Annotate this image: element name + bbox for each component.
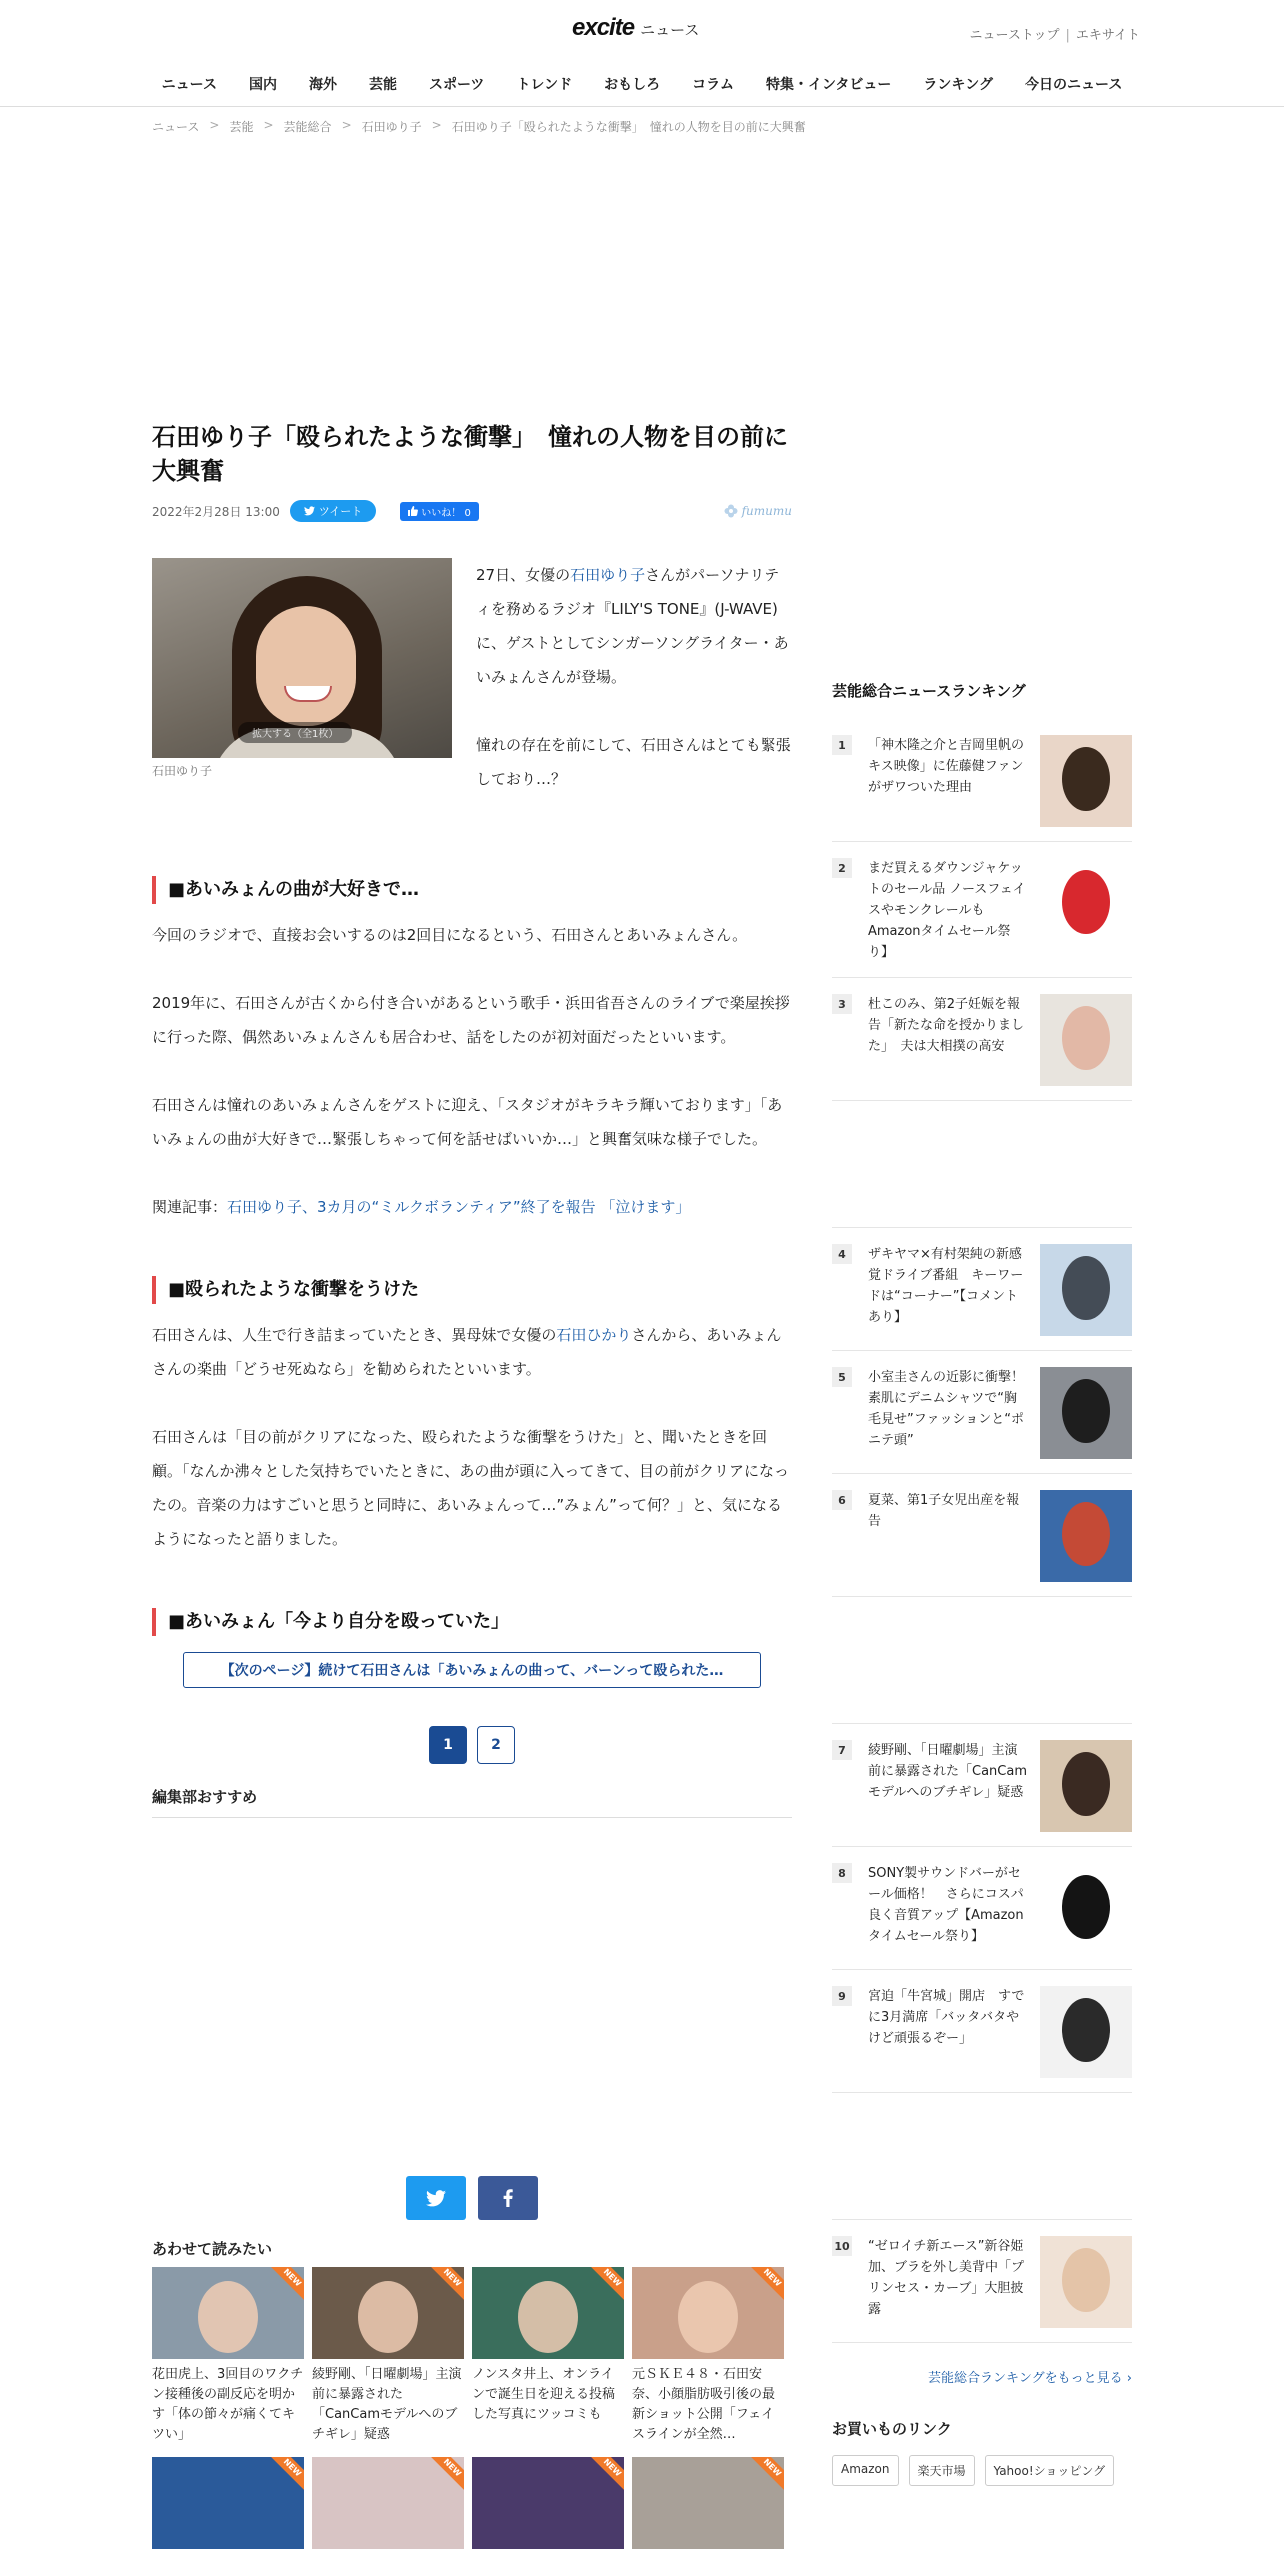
article-date: 2022年2月28日 13:00 xyxy=(152,504,280,519)
rank-title: 夏菜、第1子女児出産を報告 xyxy=(868,1493,1020,1529)
rank-number: 4 xyxy=(832,1244,852,1264)
twitter-icon xyxy=(426,2190,446,2207)
related-thumbnail xyxy=(472,2457,624,2549)
related-card[interactable] xyxy=(632,2457,784,2549)
rank-title: 杜このみ、第2子妊娠を報告「新たな命を授かりました」 夫は大相撲の高安 xyxy=(868,997,1025,1054)
breadcrumb-separator: > xyxy=(341,118,352,132)
rank-title: 「神木隆之介と吉岡里帆のキス映像」に佐藤健ファンがザワついた理由 xyxy=(868,738,1025,795)
nav-item-domestic[interactable]: 国内 xyxy=(248,77,277,93)
related-thumbnail xyxy=(472,2267,624,2359)
breadcrumb-entertainment[interactable]: 芸能 xyxy=(229,120,254,134)
logo-sub: ニュース xyxy=(640,21,700,39)
next-page-link[interactable]: 【次のページ】続けて石田さんは「あいみょんの曲って、バーンって殴られた… xyxy=(183,1652,761,1688)
related-card[interactable] xyxy=(152,2267,304,2445)
nav-item-interview[interactable]: 特集・インタビュー xyxy=(765,77,892,93)
site-header xyxy=(0,0,1284,62)
rank-number: 8 xyxy=(832,1863,852,1883)
rank-title: SONY製サウンドバーがセール価格！ さらにコスパ良く音質アップ【Amazonタイムセール祭り】 xyxy=(868,1866,1024,1944)
like-label: いいね！ 0 xyxy=(421,507,471,519)
lead-paragraph xyxy=(476,558,792,694)
section-heading-3: ■あいみょん「今より自分を殴っていた」 xyxy=(152,1608,792,1636)
lead-text xyxy=(476,558,792,796)
rank-thumbnail xyxy=(1040,735,1132,827)
rank-thumbnail xyxy=(1040,1986,1132,2078)
lead-text-post: さんがパーソナリティを務めるラジオ『LILY'S TONE』(J-WAVE)に、ゲストとしてシンガーソングライター・あいみょんさんが登場。 xyxy=(476,566,789,686)
related-thumbnail xyxy=(312,2457,464,2549)
related-heading: あわせて読みたい xyxy=(152,2240,273,2258)
rank-thumbnail xyxy=(1040,1367,1132,1459)
rank-thumbnail xyxy=(1040,1740,1132,1832)
flower-icon xyxy=(724,504,738,518)
person-link-yuriko[interactable]: 石田ゆり子 xyxy=(570,566,646,584)
breadcrumb-separator: > xyxy=(431,118,442,132)
related-thumbnail xyxy=(312,2267,464,2359)
ranking-heading: 芸能総合ニュースランキング xyxy=(832,682,1026,700)
ad-slot xyxy=(832,2093,1132,2220)
editor-picks-heading: 編集部おすすめ xyxy=(152,1786,792,1818)
nav-item-news[interactable]: ニュース xyxy=(161,77,217,93)
breadcrumb-person[interactable]: 石田ゆり子 xyxy=(361,120,422,134)
shop-link-yahoo[interactable]: Yahoo!ショッピング xyxy=(985,2455,1115,2486)
new-badge: NEW xyxy=(589,2267,624,2301)
link-news-top[interactable]: ニューストップ xyxy=(969,28,1060,43)
related-card-title: 綾野剛、「日曜劇場」主演前に暴露された「CanCamモデルへのブチギレ」疑惑 xyxy=(312,2367,462,2442)
nav-item-ranking[interactable]: ランキング xyxy=(923,77,994,93)
share-facebook-button[interactable] xyxy=(478,2176,538,2220)
new-badge: NEW xyxy=(749,2267,784,2301)
paragraph: 2019年に、石田さんが古くから付き合いがあるという歌手・浜田省吾さんのライブで楽屋挨拶に行った際、偶然あいみょんさんも居合わせ、話をしたのが初対面だったといいます。 xyxy=(152,994,790,1046)
ranking-more-link[interactable] xyxy=(832,2367,1132,2386)
ad-slot xyxy=(832,1101,1132,1228)
ranking-item[interactable] xyxy=(832,842,1132,978)
like-button[interactable] xyxy=(400,502,479,521)
ranking-item[interactable] xyxy=(832,1970,1132,2093)
rank-title: 宮迫「牛宮城」開店 すでに3月満席「バッタバタやけど頑張るぞー」 xyxy=(868,1989,1025,2046)
rank-thumbnail xyxy=(1040,1244,1132,1336)
person-link-hikari[interactable]: 石田ひかり xyxy=(556,1326,632,1344)
breadcrumb-news[interactable]: ニュース xyxy=(152,120,200,134)
shop-links xyxy=(832,2455,1132,2486)
related-card-title: ノンスタ井上、オンラインで誕生日を迎える投稿した写真にツッコミも xyxy=(472,2367,616,2422)
ranking-item[interactable] xyxy=(832,1847,1132,1970)
photo-expand-button[interactable]: 拡大する（全1枚） xyxy=(238,722,352,743)
nav-item-sports[interactable]: スポーツ xyxy=(428,77,485,93)
chevron-right-icon: › xyxy=(1126,2371,1132,2386)
share-buttons xyxy=(152,2176,792,2220)
lead-photo-block xyxy=(152,558,452,796)
page-2-button[interactable]: 2 xyxy=(477,1726,515,1764)
paragraph: 今回のラジオで、直接お会いするのは2回目になるという、石田さんとあいみょんさん。 xyxy=(152,926,748,944)
breadcrumb-separator: > xyxy=(209,118,220,132)
rank-thumbnail xyxy=(1040,994,1132,1086)
related-card-title: 元ＳＫＥ４８・石田安奈、小顔脂肪吸引後の最新ショット公開「フェイスラインが全然… xyxy=(632,2367,776,2442)
header-links xyxy=(970,24,1140,43)
shop-heading: お買いものリンク xyxy=(832,2420,952,2438)
sec2-text-pre: 石田さんは、人生で行き詰まっていたとき、異母妹で女優の xyxy=(152,1326,557,1344)
rank-number: 6 xyxy=(832,1490,852,1510)
new-badge: NEW xyxy=(269,2457,304,2491)
ranking-item[interactable] xyxy=(832,1351,1132,1474)
related-thumbnail xyxy=(632,2457,784,2549)
rank-title: まだ買えるダウンジャケットのセール品 ノースフェイスやモンクレールもAmazonタイムセール祭り】 xyxy=(868,861,1026,960)
article-lead xyxy=(152,558,792,796)
rank-title: 小室圭さんの近影に衝撃！素肌にデニムシャツで“胸毛見せ”ファッションと“ポニテ頭” xyxy=(868,1370,1025,1448)
sidebar xyxy=(832,680,1132,2486)
related-prefix: 関連記事： xyxy=(152,1198,228,1216)
ranking-item[interactable] xyxy=(832,1228,1132,1351)
rank-thumbnail xyxy=(1040,1863,1132,1955)
paragraph: 石田さんは「目の前がクリアになった、殴られたような衝撃をうけた」と、聞いたときを回顧。「なんか沸々とした気持ちでいたときに、あの曲が頭に入ってきて、目の前がクリアになったの。音楽の力はすごいと思うと同時に、あいみょんって…”みょん”って何？」と、気になるようになったと語りました。 xyxy=(152,1428,790,1548)
paragraph: 石田さんは憧れのあいみょんさんをゲストに迎え、「スタジオがキラキラ輝いております」「あいみょんの曲が大好きで…緊張しちゃって何を話せばいいか…」と興奮気味な様子でした。 xyxy=(152,1096,783,1148)
ranking-more-label: 芸能総合ランキングをもっと見る xyxy=(928,2371,1123,2386)
related-card[interactable] xyxy=(312,2267,464,2445)
related-article-link[interactable]: 石田ゆり子、3カ月の“ミルクボランティア”終了を報告 「泣けます」 xyxy=(227,1198,691,1216)
article-meta xyxy=(152,500,792,522)
rank-title: “ゼロイチ新エース”新谷姫加、ブラを外し美背中「プリンセス・カーブ」大胆披露 xyxy=(868,2239,1025,2317)
paragraph xyxy=(152,1318,792,1386)
rank-number: 7 xyxy=(832,1740,852,1760)
nav-item-world[interactable]: 海外 xyxy=(308,77,337,93)
lead-paragraph-2: 憧れの存在を前にして、石田さんはとても緊張しており…？ xyxy=(476,736,791,788)
ranking-item[interactable] xyxy=(832,1724,1132,1847)
rank-title: ザキヤマ×有村架純の新感覚ドライブ番組 キーワードは“コーナー”【コメントあり】 xyxy=(868,1247,1024,1325)
nav-item-entertainment[interactable]: 芸能 xyxy=(368,77,397,93)
facebook-icon xyxy=(503,2189,513,2207)
related-thumbnail xyxy=(152,2457,304,2549)
related-card[interactable] xyxy=(632,2267,784,2445)
shop-link-rakuten[interactable]: 楽天市場 xyxy=(909,2455,975,2486)
source-name: fumumu xyxy=(741,504,792,518)
shop-link-amazon[interactable]: Amazon xyxy=(832,2455,899,2486)
related-grid-row-2 xyxy=(152,2457,792,2549)
lead-photo[interactable] xyxy=(152,558,452,758)
nav-item-column[interactable]: コラム xyxy=(692,77,734,93)
link-excite[interactable]: エキサイト xyxy=(1075,28,1140,43)
nav-item-funny[interactable]: おもしろ xyxy=(604,77,661,93)
new-badge: NEW xyxy=(429,2267,464,2301)
photo-caption: 石田ゆり子 xyxy=(152,764,213,778)
rank-number: 2 xyxy=(832,858,852,878)
rank-number: 5 xyxy=(832,1367,852,1387)
new-badge: NEW xyxy=(589,2457,624,2491)
tweet-button[interactable] xyxy=(290,500,376,522)
twitter-bird-icon xyxy=(304,506,315,516)
related-grid xyxy=(152,2267,792,2445)
nav-item-trend[interactable]: トレンド xyxy=(516,77,573,93)
related-card[interactable] xyxy=(472,2267,624,2445)
rank-number: 10 xyxy=(832,2236,852,2256)
pagination xyxy=(152,1726,792,1764)
page-1-button[interactable]: 1 xyxy=(429,1726,467,1764)
related-thumbnail xyxy=(152,2267,304,2359)
related-card[interactable] xyxy=(472,2457,624,2549)
thumbs-up-icon xyxy=(408,506,418,516)
share-twitter-button[interactable] xyxy=(406,2176,466,2220)
tweet-label: ツイート xyxy=(318,505,363,518)
breadcrumb-current: 石田ゆり子「殴られたような衝撃」 憧れの人物を目の前に大興奮 xyxy=(451,120,806,134)
related-thumbnail xyxy=(632,2267,784,2359)
source-logo[interactable] xyxy=(724,504,792,518)
section-heading-2: ■殴られたような衝撃をうけた xyxy=(152,1276,792,1304)
site-logo[interactable] xyxy=(572,14,699,42)
breadcrumb-separator: > xyxy=(263,118,274,132)
sec2-text-post: さんから、あいみょんさんの楽曲「どうせ死ぬなら」を勧められたといいます。 xyxy=(152,1326,782,1378)
lead-text-pre: 27日、女優の xyxy=(476,566,571,584)
rank-thumbnail xyxy=(1040,858,1132,950)
new-badge: NEW xyxy=(749,2457,784,2491)
related-article xyxy=(152,1190,792,1224)
rank-number: 1 xyxy=(832,735,852,755)
ranking-item[interactable] xyxy=(832,719,1132,842)
rank-number: 3 xyxy=(832,994,852,1014)
ad-slot xyxy=(832,1597,1132,1724)
ranking-item[interactable] xyxy=(832,978,1132,1101)
breadcrumb xyxy=(152,118,806,135)
ranking-item[interactable] xyxy=(832,1474,1132,1597)
logo-text: excite xyxy=(572,14,635,41)
ranking-item[interactable] xyxy=(832,2220,1132,2343)
global-nav xyxy=(0,62,1284,107)
rank-title: 綾野剛、「日曜劇場」主演前に暴露された「CanCamモデルへのブチギレ」疑惑 xyxy=(868,1743,1027,1800)
divider: | xyxy=(1065,28,1070,43)
new-badge: NEW xyxy=(269,2267,304,2301)
logo-mark xyxy=(572,14,634,42)
new-badge: NEW xyxy=(429,2457,464,2491)
breadcrumb-general[interactable]: 芸能総合 xyxy=(283,120,332,134)
ranking-list xyxy=(832,719,1132,2343)
related-card[interactable] xyxy=(152,2457,304,2549)
nav-item-today[interactable]: 今日のニュース xyxy=(1025,77,1123,93)
article-main xyxy=(152,420,792,2549)
rank-thumbnail xyxy=(1040,1490,1132,1582)
section-heading-1: ■あいみょんの曲が大好きで… xyxy=(152,876,792,904)
rank-thumbnail xyxy=(1040,2236,1132,2328)
rank-number: 9 xyxy=(832,1986,852,2006)
related-card-title: 花田虎上、3回目のワクチン接種後の副反応を明かす「体の節々が痛くてキツい」 xyxy=(152,2367,304,2442)
article-title: 石田ゆり子「殴られたような衝撃」 憧れの人物を目の前に大興奮 xyxy=(152,423,788,485)
related-card[interactable] xyxy=(312,2457,464,2549)
